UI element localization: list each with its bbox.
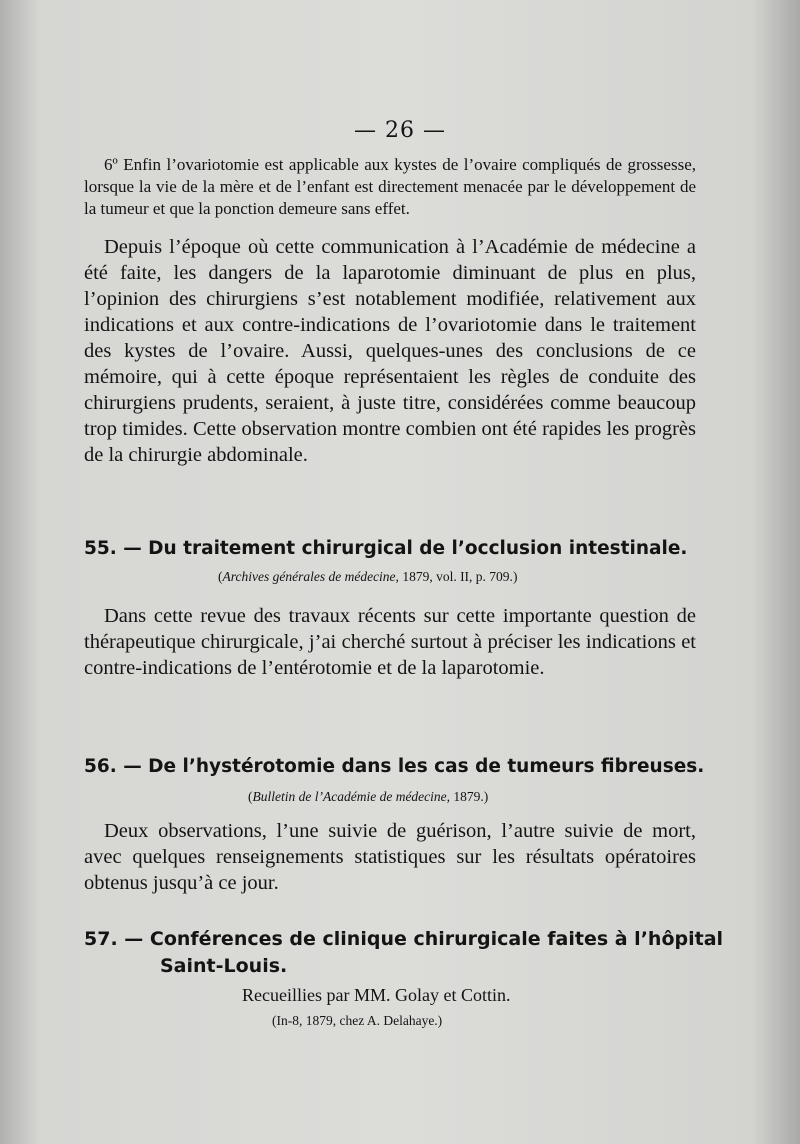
entry-55-citation: (Archives générales de médecine, 1879, vol. II, p. 709.) [218,569,518,584]
entry-55-body [84,603,696,681]
paragraph-item-6 [84,154,696,220]
paragraph-text: 6º Enfin l’ovariotomie est applicable aux kystes de l’ovaire compliqués de grossesse, lorsque la vie de la mère et de l’enfant est directement menacée par le développement de la tumeur et que la ponction demeure sans effet. [84,155,696,218]
entry-56-body [84,818,696,896]
citation-details: 1879. [450,789,484,804]
entry-55-title: 55. — Du traitement chirurgical de l’occlusion intestinale. [84,538,688,559]
entry-57-citation: (In-8, 1879, chez A. Delahaye.) [272,1013,443,1028]
entry-56-title: 56. — De l’hystérotomie dans les cas de tumeurs fibreuses. [84,756,705,777]
entry-56-citation: (Bulletin de l’Académie de médecine, 1879.) [248,789,489,804]
page-number: — 26 — [354,118,446,143]
entry-57-title-line2: Saint-Louis. [160,955,288,977]
paragraph-text: Depuis l’époque où cette communication à l’Académie de médecine a été faite, les dangers de la laparotomie diminuant de plus en plus, l’opinion des chirurgiens s’est notablement modifiée, relativement aux indications et aux contre-indications de l’ovariotomie dans le traitement des kystes de l’ovaire. Aussi, quelques-unes des conclusions de ce mémoire, qui à cette époque représentaient les règles de conduite des chirurgiens prudents, seraient, à juste titre, considérées comme beaucoup trop timides. Cette observation montre combien ont été rapides les progrès de la chirurgie abdominale. [84,236,696,466]
paragraph-text: Deux observations, l’une suivie de guérison, l’autre suivie de mort, avec quelques renseignements statistiques sur les résultats opératoires obtenus jusqu’à ce jour. [84,820,696,894]
citation-details: 1879, vol. II, p. 709. [398,569,513,584]
entry-57-collected-by: Recueillies par MM. Golay et Cottin. [242,985,511,1005]
citation-journal: Bulletin de l’Académie de médecine, [252,789,451,804]
paragraph-text: Dans cette revue des travaux récents sur cette importante question de thérapeutique chirurgicale, j’ai cherché surtout à préciser les indications et contre-indications de l’entérotomie et de la laparotomie. [84,605,696,679]
paragraph-depuis [84,234,696,468]
citation-journal: Archives générales de médecine, [222,569,399,584]
entry-57-title-line1: 57. — Conférences de clinique chirurgicale faites à l’hôpital [84,928,724,950]
